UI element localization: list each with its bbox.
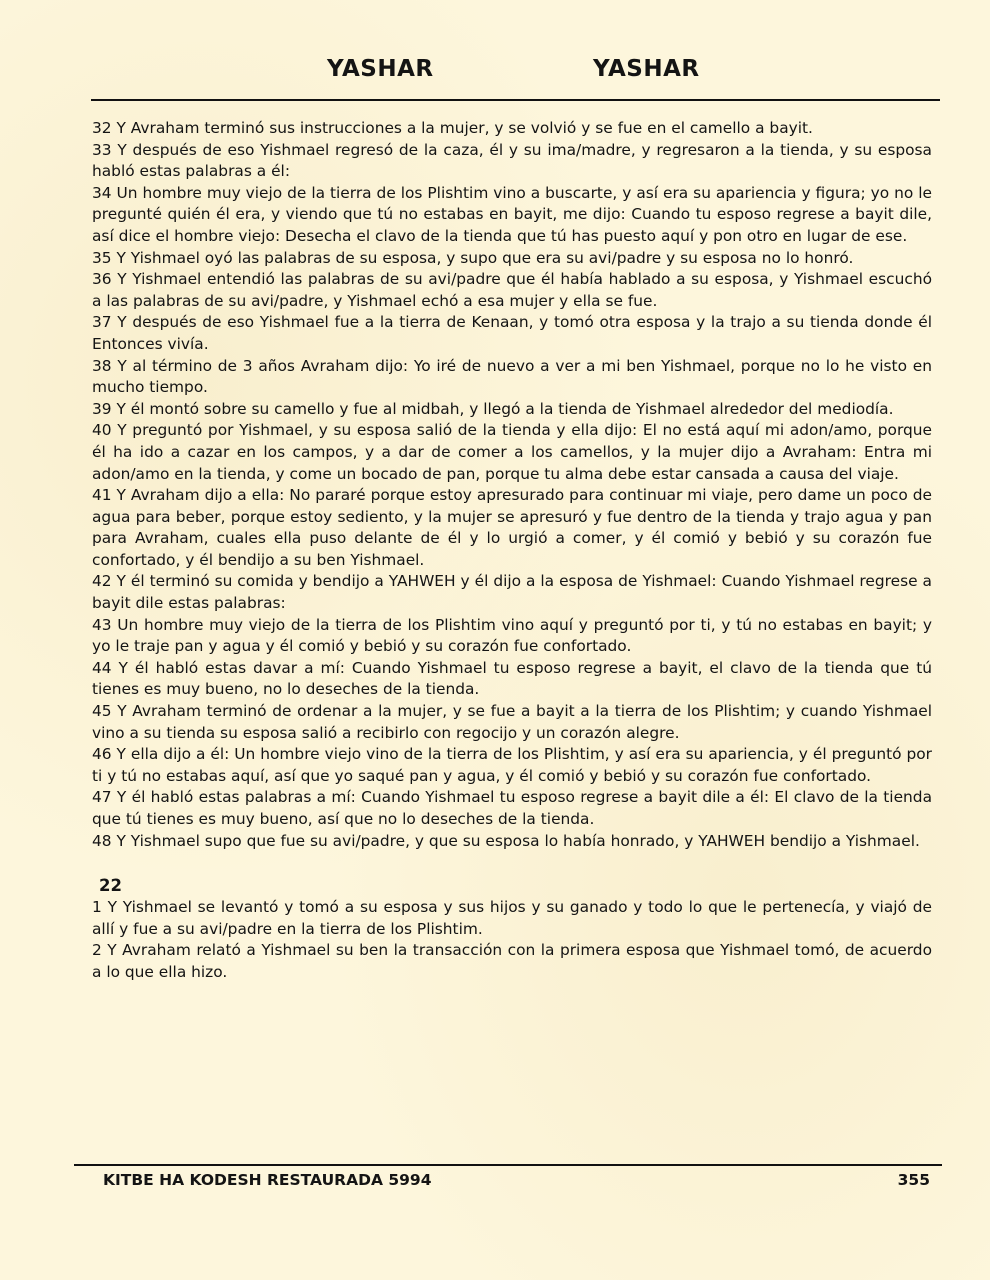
verse-46: 46 Y ella dijo a él: Un hombre viejo vino de la tierra de los Plishtim, y así era su apariencia, y él preguntó por ti y tú no estabas aquí, así que yo saqué pan y agua, y él comió y bebió y su corazón fue confortado. [92,745,932,785]
verse-43: 43 Un hombre muy viejo de la tierra de los Plishtim vino aquí y preguntó por ti, y tú no estabas en bayit; y yo le traje pan y agua y él comió y bebió y su corazón fue confortado. [92,615,932,656]
header-title-right: YASHAR [593,56,700,82]
page-footer [0,1171,990,1195]
footer-divider [74,1164,942,1166]
verse-47: 47 Y él habló estas palabras a mí: Cuando Yishmael tu esposo regrese a bayit dile a él: El clavo de la tienda que tú tienes es muy bueno, así que no lo deseches de la tienda. [92,788,932,828]
verse-34: 34 Un hombre muy viejo de la tierra de los Plishtim vino a buscarte, y así era su apariencia y figura; yo no le pregunté quién él era, y viendo que tú no estabas en bayit, me dijo: Cuando tu esposo regrese a bayit dile, así dice el hombre viejo: Desecha el clavo de la tienda que tú has puesto aquí y pon otro en lugar de ese. [92,183,932,245]
verse-38: 38 Y al término de 3 años Avraham dijo: Yo iré de nuevo a ver a mi ben Yishmael, porque no lo he visto en mucho tiempo. [92,356,932,397]
page-header [0,56,990,92]
header-divider [91,99,940,101]
footer-page-number: 355 [897,1171,930,1189]
verse-45: 45 Y Avraham terminó de ordenar a la mujer, y se fue a bayit a la tierra de los Plishtim; y cuando Yishmael vino a su tienda su esposa salió a recibirlo con regocijo y un corazón alegre. [92,702,932,742]
verse-44: 44 Y él habló estas davar a mí: Cuando Yishmael tu esposo regrese a bayit, el clavo de la tienda que tú tienes es muy bueno, no lo deseches de la tienda. [92,658,932,699]
verse-39: 39 Y él montó sobre su camello y fue al midbah, y llegó a la tienda de Yishmael alrededor del mediodía. [92,399,894,418]
verse-42: 42 Y él terminó su comida y bendijo a YAHWEH y él dijo a la esposa de Yishmael: Cuando Yishmael regrese a bayit dile estas palabras: [92,572,932,613]
chapter-verse-2: 2 Y Avraham relató a Yishmael su ben la transacción con la primera esposa que Yishmael tomó, de acuerdo a lo que ella hizo. [92,941,932,981]
verse-41: 41 Y Avraham dijo a ella: No pararé porque estoy apresurado para continuar mi viaje, pero dame un poco de agua para beber, porque estoy sediento, y la mujer se apresuró y fue dentro de la tienda y trajo agua y pan para Avraham, cuales ella puso delante de él y lo urgió a comer, y él comió y bebió y su corazón fue confortado, y él bendijo a su ben Yishmael. [92,486,932,569]
verse-32: 32 Y Avraham terminó sus instrucciones a la mujer, y se volvió y se fue en el camello a bayit. [92,119,813,137]
verse-33: 33 Y después de eso Yishmael regresó de la caza, él y su ima/madre, y regresaron a la tienda, y su esposa habló estas palabras a él: [92,140,932,181]
header-title-left: YASHAR [327,56,434,82]
footer-book-title: KITBE HA KODESH RESTAURADA 5994 [103,1171,432,1189]
verse-48: 48 Y Yishmael supo que fue su avi/padre, y que su esposa lo había honrado, y YAHWEH bendijo a Yishmael. [92,831,920,850]
chapter-number: 22 [99,876,122,896]
verse-35: 35 Y Yishmael oyó las palabras de su esposa, y supo que era su avi/padre y su esposa no lo honró. [92,248,854,267]
chapter-verse-1: 1 Y Yishmael se levantó y tomó a su esposa y sus hijos y su ganado y todo lo que le pertenecía, y viajó de allí y fue a su avi/padre en la tierra de los Plishtim. [92,898,932,938]
verse-37: 37 Y después de eso Yishmael fue a la tierra de Kenaan, y tomó otra esposa y la trajo a su tienda donde él Entonces vivía. [92,313,932,353]
verse-36: 36 Y Yishmael entendió las palabras de su avi/padre que él había hablado a su esposa, y Yishmael escuchó a las palabras de su avi/padre, y Yishmael echó a esa mujer y ella se fue. [92,270,932,310]
page-body [92,118,932,984]
verse-40: 40 Y preguntó por Yishmael, y su esposa salió de la tienda y ella dijo: El no está aquí mi adon/amo, porque él ha ido a cazar en los campos, y a dar de comer a los camellos, y la mujer dijo a Avraham: Entra mi adon/amo en la tienda, y come un bocado de pan, porque tu alma debe estar cansada a causa del viaje. [92,421,932,483]
